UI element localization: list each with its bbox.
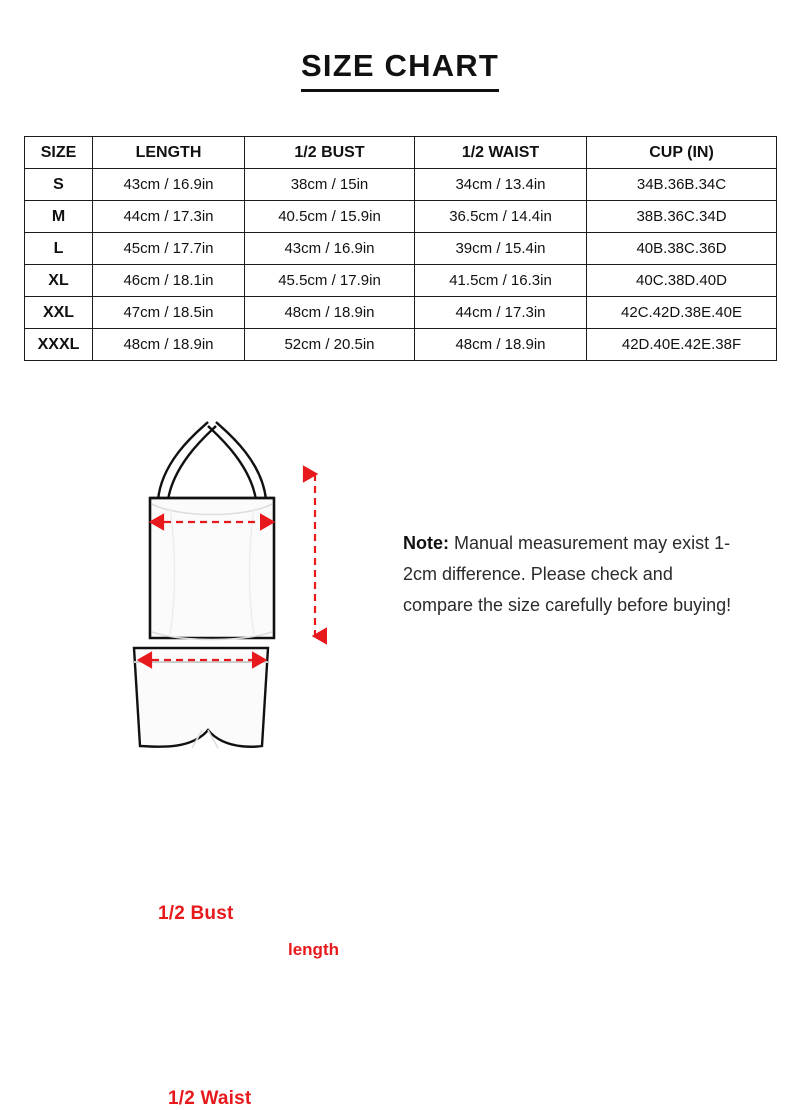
cell-cup: 42C.42D.38E.40E [587, 297, 777, 329]
table-row [25, 201, 777, 233]
table-row [25, 265, 777, 297]
table-row [25, 233, 777, 265]
note-body: Manual measurement may exist 1-2cm difference. Please check and compare the size carefully before buying! [403, 533, 732, 615]
column-header-length: LENGTH [93, 137, 245, 169]
column-header-cup: CUP (IN) [587, 137, 777, 169]
cell-size: S [25, 169, 93, 201]
cell-half-bust: 48cm / 18.9in [245, 297, 415, 329]
cell-cup: 42D.40E.42E.38F [587, 329, 777, 361]
note-text [403, 528, 733, 621]
waist-measure-label: 1/2 Waist [168, 1088, 252, 1109]
column-header-half-waist: 1/2 WAIST [415, 137, 587, 169]
size-table-container [24, 136, 776, 361]
table-header-row [25, 137, 777, 169]
page-title-container [0, 48, 800, 92]
cell-half-waist: 48cm / 18.9in [415, 329, 587, 361]
cell-half-bust: 52cm / 20.5in [245, 329, 415, 361]
column-header-half-bust: 1/2 BUST [245, 137, 415, 169]
cell-cup: 34B.36B.34C [587, 169, 777, 201]
page-title: SIZE CHART [301, 48, 499, 92]
cell-half-waist: 39cm / 15.4in [415, 233, 587, 265]
bust-measure-label: 1/2 Bust [158, 903, 234, 924]
shorts-icon [134, 648, 268, 748]
cell-size: XXXL [25, 329, 93, 361]
cell-half-waist: 41.5cm / 16.3in [415, 265, 587, 297]
cell-half-waist: 34cm / 13.4in [415, 169, 587, 201]
cell-length: 43cm / 16.9in [93, 169, 245, 201]
cell-size: XL [25, 265, 93, 297]
cell-cup: 40C.38D.40D [587, 265, 777, 297]
length-measure-label: length [288, 940, 339, 959]
camisole-straps-icon [158, 422, 266, 500]
cell-size: L [25, 233, 93, 265]
cell-length: 47cm / 18.5in [93, 297, 245, 329]
garment-diagram-svg [90, 400, 370, 800]
cell-length: 44cm / 17.3in [93, 201, 245, 233]
camisole-body-icon [150, 498, 274, 640]
column-header-size: SIZE [25, 137, 93, 169]
cell-size: XXL [25, 297, 93, 329]
table-row [25, 169, 777, 201]
cell-half-waist: 44cm / 17.3in [415, 297, 587, 329]
cell-half-bust: 38cm / 15in [245, 169, 415, 201]
cell-half-bust: 43cm / 16.9in [245, 233, 415, 265]
cell-length: 45cm / 17.7in [93, 233, 245, 265]
cell-cup: 40B.38C.36D [587, 233, 777, 265]
cell-half-bust: 40.5cm / 15.9in [245, 201, 415, 233]
cell-cup: 38B.36C.34D [587, 201, 777, 233]
cell-half-bust: 45.5cm / 17.9in [245, 265, 415, 297]
table-row [25, 297, 777, 329]
cell-size: M [25, 201, 93, 233]
cell-half-waist: 36.5cm / 14.4in [415, 201, 587, 233]
note-label: Note: [403, 533, 449, 553]
cell-length: 48cm / 18.9in [93, 329, 245, 361]
size-table [24, 136, 777, 361]
cell-length: 46cm / 18.1in [93, 265, 245, 297]
table-row [25, 329, 777, 361]
